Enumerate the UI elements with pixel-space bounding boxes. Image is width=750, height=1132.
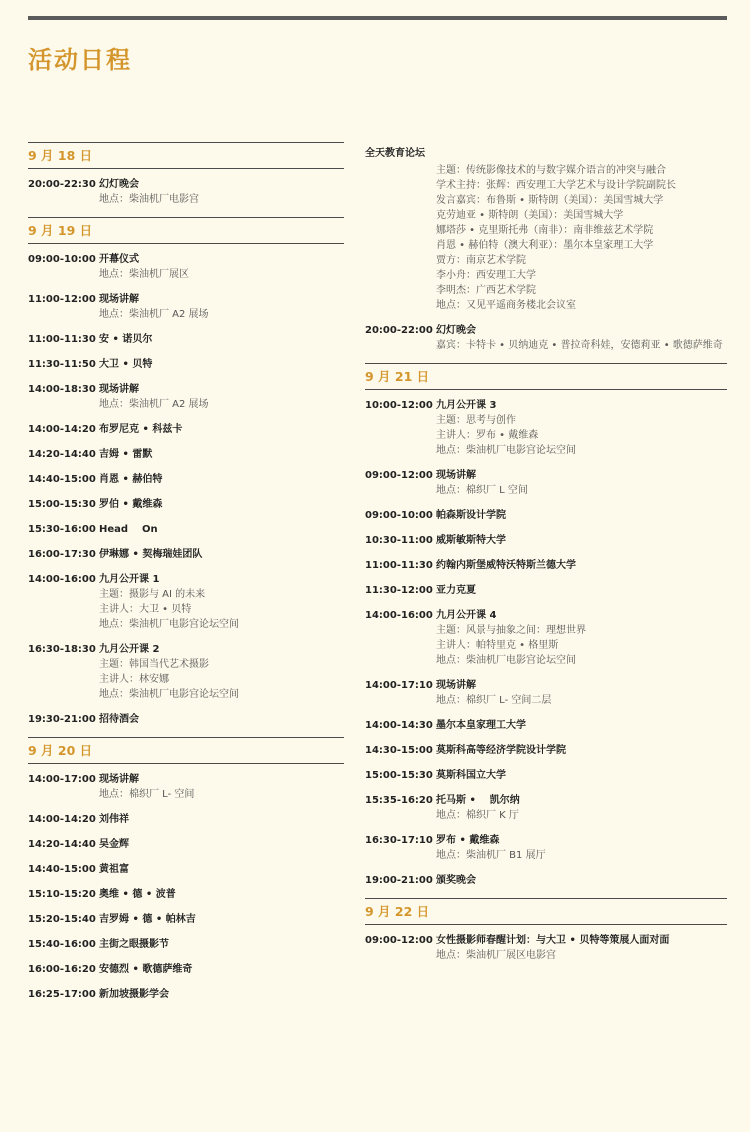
schedule-event — [28, 472, 344, 487]
event-detail-line: 主讲人：罗布 • 戴维森 — [436, 430, 539, 441]
event-detail-line: 地点：棉织厂 L 空间 — [436, 485, 528, 496]
event-details — [365, 413, 727, 458]
event-details — [28, 657, 344, 702]
schedule-event — [365, 533, 727, 548]
event-detail-line: 娜塔莎 • 克里斯托弗（南非）：南非维兹艺术学院 — [436, 225, 654, 236]
event-time: 15:00-15:30 — [28, 499, 96, 510]
event-name: 安 • 诺贝尔 — [99, 334, 153, 345]
schedule-event — [365, 768, 727, 783]
event-head — [28, 572, 344, 587]
schedule-event — [28, 887, 344, 902]
event-details — [28, 267, 344, 282]
schedule-left-column — [28, 142, 344, 1012]
event-name: 威斯敏斯特大学 — [436, 535, 506, 546]
schedule-event — [28, 332, 344, 347]
event-name: 吴金辉 — [99, 839, 129, 850]
event-head — [365, 533, 727, 548]
event-head — [28, 522, 344, 537]
event-details — [28, 787, 344, 802]
event-name: 开幕仪式 — [99, 254, 139, 265]
event-detail-line: 主题：传统影像技术的与数字媒介语言的冲突与融合 — [436, 165, 666, 176]
event-name: 莫斯科国立大学 — [436, 770, 506, 781]
schedule-event — [365, 608, 727, 668]
day-header: 9 月 20 日 — [28, 737, 344, 764]
event-name: 伊琳娜 • 契梅瑞娃团队 — [99, 549, 203, 560]
event-name: 现场讲解 — [99, 294, 139, 305]
event-details — [365, 483, 727, 498]
event-head — [28, 772, 344, 787]
event-time: 14:40-15:00 — [28, 474, 96, 485]
schedule-event — [28, 812, 344, 827]
event-detail-line: 地点：棉织厂 L- 空间二层 — [436, 695, 552, 706]
event-name: 现场讲解 — [99, 774, 139, 785]
schedule-event — [365, 558, 727, 573]
event-head — [28, 292, 344, 307]
event-name: 奥维 • 德 • 波普 — [99, 889, 176, 900]
event-head — [28, 422, 344, 437]
event-detail-line: 地点：柴油机厂电影宫论坛空间 — [99, 619, 239, 630]
schedule-event — [28, 497, 344, 512]
event-details — [28, 587, 344, 632]
event-name: 九月公开课 1 — [99, 574, 160, 585]
schedule-event — [28, 522, 344, 537]
event-name: 吉姆 • 雷默 — [99, 449, 153, 460]
event-detail-line: 地点：柴油机厂电影宫论坛空间 — [436, 445, 576, 456]
top-divider-bar — [28, 16, 727, 20]
schedule-event — [28, 912, 344, 927]
event-name: 安德烈 • 歌德萨维奇 — [99, 964, 193, 975]
schedule-event — [365, 678, 727, 708]
schedule-event — [365, 468, 727, 498]
event-time: 20:00-22:00 — [365, 325, 433, 336]
event-detail-line: 地点：柴油机厂 A2 展场 — [99, 399, 209, 410]
event-name: 莫斯科高等经济学院设计学院 — [436, 745, 566, 756]
event-detail-line: 地点：柴油机厂 B1 展厅 — [436, 850, 546, 861]
day-header: 9 月 21 日 — [365, 363, 727, 390]
event-details — [365, 338, 727, 353]
event-head — [365, 743, 727, 758]
event-time: 15:35-16:20 — [365, 795, 433, 806]
schedule-event — [28, 772, 344, 802]
event-time: 14:00-17:10 — [365, 680, 433, 691]
event-head — [28, 987, 344, 1002]
schedule-event — [28, 712, 344, 727]
schedule-event — [28, 252, 344, 282]
event-name: 帕森斯设计学院 — [436, 510, 506, 521]
event-name: 黄祖富 — [99, 864, 129, 875]
event-detail-line: 主题：思考与创作 — [436, 415, 516, 426]
event-head — [28, 447, 344, 462]
event-time: 14:00-14:30 — [365, 720, 433, 731]
event-time: 16:25-17:00 — [28, 989, 96, 1000]
schedule-event — [365, 718, 727, 733]
event-name: 颁奖晚会 — [436, 875, 476, 886]
event-name: 托马斯 • 凯尔纳 — [436, 795, 520, 806]
event-time: 11:00-12:00 — [28, 294, 96, 305]
event-name: 刘伟祥 — [99, 814, 129, 825]
event-head — [365, 583, 727, 598]
event-time: 11:00-11:30 — [28, 334, 96, 345]
event-time: 14:00-16:00 — [28, 574, 96, 585]
event-detail-line: 贾方：南京艺术学院 — [436, 255, 526, 266]
schedule-event — [28, 642, 344, 702]
event-detail-line: 地点：棉织厂 K 厅 — [436, 810, 519, 821]
event-details — [365, 848, 727, 863]
event-time: 15:00-15:30 — [365, 770, 433, 781]
schedule-event — [28, 382, 344, 412]
event-head — [365, 793, 727, 808]
event-name: 招待酒会 — [99, 714, 139, 725]
schedule-event — [28, 177, 344, 207]
event-name: 吉罗姆 • 德 • 帕林吉 — [99, 914, 196, 925]
event-time: 09:00-12:00 — [365, 470, 433, 481]
event-head — [365, 608, 727, 623]
schedule-event — [28, 422, 344, 437]
event-detail-line: 地点：又见平遥商务楼北会议室 — [436, 300, 576, 311]
event-name: 新加坡摄影学会 — [99, 989, 169, 1000]
event-time: 11:00-11:30 — [365, 560, 433, 571]
event-details — [365, 623, 727, 668]
event-time: 09:00-10:00 — [28, 254, 96, 265]
event-time: 11:30-12:00 — [365, 585, 433, 596]
event-detail-line: 肖恩 • 赫伯特（澳大利亚）：墨尔本皇家理工大学 — [436, 240, 654, 251]
event-name: 现场讲解 — [99, 384, 139, 395]
event-time: 20:00-22:30 — [28, 179, 96, 190]
event-detail-line: 地点：柴油机厂 A2 展场 — [99, 309, 209, 320]
day-header: 9 月 18 日 — [28, 142, 344, 169]
day-header: 9 月 22 日 — [365, 898, 727, 925]
page-title: 活动日程 — [28, 46, 132, 74]
event-details — [28, 397, 344, 412]
event-detail-line: 地点：柴油机厂电影宫论坛空间 — [99, 689, 239, 700]
event-head — [28, 547, 344, 562]
event-time: 15:30-16:00 — [28, 524, 96, 535]
event-head — [365, 833, 727, 848]
event-detail-line: 学术主持：张辉：西安理工大学艺术与设计学院副院长 — [436, 180, 676, 191]
event-name: 罗伯 • 戴维森 — [99, 499, 163, 510]
event-head — [28, 862, 344, 877]
day-header: 9 月 19 日 — [28, 217, 344, 244]
event-name: 罗布 • 戴维森 — [436, 835, 500, 846]
event-time: 15:10-15:20 — [28, 889, 96, 900]
schedule-event — [28, 572, 344, 632]
event-head — [28, 962, 344, 977]
event-name: 现场讲解 — [436, 680, 476, 691]
event-time: 09:00-12:00 — [365, 935, 433, 946]
event-time: 10:30-11:00 — [365, 535, 433, 546]
event-name: 主街之眼摄影节 — [99, 939, 169, 950]
event-detail-line: 李明杰：广西艺术学院 — [436, 285, 536, 296]
event-head — [28, 937, 344, 952]
event-detail-line: 主题：风景与抽象之间：理想世界 — [436, 625, 586, 636]
event-details — [365, 808, 727, 823]
schedule-event — [365, 508, 727, 523]
event-time: 16:00-17:30 — [28, 549, 96, 560]
event-detail-line: 主题：摄影与 AI 的未来 — [99, 589, 206, 600]
schedule-event — [28, 837, 344, 852]
event-head — [365, 468, 727, 483]
event-name: 九月公开课 2 — [99, 644, 160, 655]
schedule-event — [365, 933, 727, 963]
schedule-event — [28, 937, 344, 952]
event-time: 16:30-18:30 — [28, 644, 96, 655]
schedule-event — [28, 357, 344, 372]
event-detail-line: 地点：柴油机厂展区电影宫 — [436, 950, 556, 961]
event-name: 九月公开课 4 — [436, 610, 497, 621]
schedule-event — [365, 398, 727, 458]
event-detail-line: 主题：韩国当代艺术摄影 — [99, 659, 209, 670]
event-detail-line: 嘉宾：卡特卡 • 贝纳迪克 • 普拉奇科娃，安德莉亚 • 歌德萨维奇 — [436, 340, 723, 351]
event-name: 九月公开课 3 — [436, 400, 497, 411]
event-time: 14:30-15:00 — [365, 745, 433, 756]
event-head — [28, 332, 344, 347]
event-head — [28, 382, 344, 397]
event-name: 现场讲解 — [436, 470, 476, 481]
event-head — [365, 768, 727, 783]
event-name: 肖恩 • 赫伯特 — [99, 474, 163, 485]
event-head — [28, 712, 344, 727]
event-time: 14:00-18:30 — [28, 384, 96, 395]
event-head — [365, 508, 727, 523]
schedule-event — [365, 833, 727, 863]
event-head — [28, 642, 344, 657]
event-time: 15:40-16:00 — [28, 939, 96, 950]
event-time: 14:20-14:40 — [28, 449, 96, 460]
event-time: 14:00-14:20 — [28, 814, 96, 825]
event-name: 幻灯晚会 — [436, 325, 476, 336]
event-name: 约翰内斯堡威特沃特斯兰德大学 — [436, 560, 576, 571]
schedule-event — [28, 962, 344, 977]
event-details — [365, 948, 727, 963]
event-time: 14:00-14:20 — [28, 424, 96, 435]
event-details — [28, 307, 344, 322]
event-time: 14:20-14:40 — [28, 839, 96, 850]
event-detail-line: 地点：柴油机厂电影宫 — [99, 194, 199, 205]
schedule-event — [28, 862, 344, 877]
event-time: 14:00-16:00 — [365, 610, 433, 621]
event-time: 14:40-15:00 — [28, 864, 96, 875]
event-head — [365, 933, 727, 948]
event-head — [28, 837, 344, 852]
event-detail-line: 主讲人：帕特里克 • 格里斯 — [436, 640, 559, 651]
schedule-event — [365, 743, 727, 758]
event-head — [28, 887, 344, 902]
event-detail-line: 克劳迪亚 • 斯特朗（美国）：美国雪城大学 — [436, 210, 624, 221]
event-detail-line: 地点：柴油机厂电影宫论坛空间 — [436, 655, 576, 666]
schedule-event — [365, 583, 727, 598]
event-head — [28, 912, 344, 927]
event-head — [365, 718, 727, 733]
event-time: 14:00-17:00 — [28, 774, 96, 785]
event-head — [28, 357, 344, 372]
event-time: 09:00-10:00 — [365, 510, 433, 521]
event-time: 16:30-17:10 — [365, 835, 433, 846]
event-detail-line: 地点：柴油机厂展区 — [99, 269, 189, 280]
event-name: 布罗尼克 • 科兹卡 — [99, 424, 183, 435]
event-name: 大卫 • 贝特 — [99, 359, 153, 370]
event-details — [28, 192, 344, 207]
event-name: 墨尔本皇家理工大学 — [436, 720, 526, 731]
event-details — [365, 693, 727, 708]
event-head — [365, 678, 727, 693]
event-head — [28, 252, 344, 267]
event-details — [365, 163, 727, 313]
event-head — [365, 873, 727, 888]
event-time: 19:30-21:00 — [28, 714, 96, 725]
event-name: Head On — [99, 524, 158, 535]
event-head — [365, 398, 727, 413]
event-head — [28, 812, 344, 827]
schedule-event — [28, 547, 344, 562]
schedule-event — [28, 987, 344, 1002]
forum-title: 全天教育论坛 — [365, 148, 425, 159]
event-time: 11:30-11:50 — [28, 359, 96, 370]
schedule-event — [365, 323, 727, 353]
event-head — [28, 497, 344, 512]
event-detail-line: 主讲人：林安娜 — [99, 674, 169, 685]
schedule-right-column — [365, 142, 727, 973]
event-head — [365, 558, 727, 573]
event-name: 女性摄影师春醒计划：与大卫 • 贝特等策展人面对面 — [436, 935, 670, 946]
event-detail-line: 地点：棉织厂 L- 空间 — [99, 789, 195, 800]
event-time: 16:00-16:20 — [28, 964, 96, 975]
event-time: 19:00-21:00 — [365, 875, 433, 886]
event-time: 15:20-15:40 — [28, 914, 96, 925]
event-head — [28, 177, 344, 192]
schedule-event — [365, 873, 727, 888]
event-detail-line: 李小舟：西安理工大学 — [436, 270, 536, 281]
event-detail-line: 发言嘉宾：布鲁斯 • 斯特朗（美国）：美国雪城大学 — [436, 195, 664, 206]
event-head — [28, 472, 344, 487]
event-name: 亚力克夏 — [436, 585, 476, 596]
schedule-event — [28, 292, 344, 322]
event-time: 10:00-12:00 — [365, 400, 433, 411]
event-name: 幻灯晚会 — [99, 179, 139, 190]
schedule-event — [365, 163, 727, 313]
schedule-event — [28, 447, 344, 462]
schedule-event — [365, 793, 727, 823]
event-head — [365, 323, 727, 338]
event-detail-line: 主讲人：大卫 • 贝特 — [99, 604, 192, 615]
